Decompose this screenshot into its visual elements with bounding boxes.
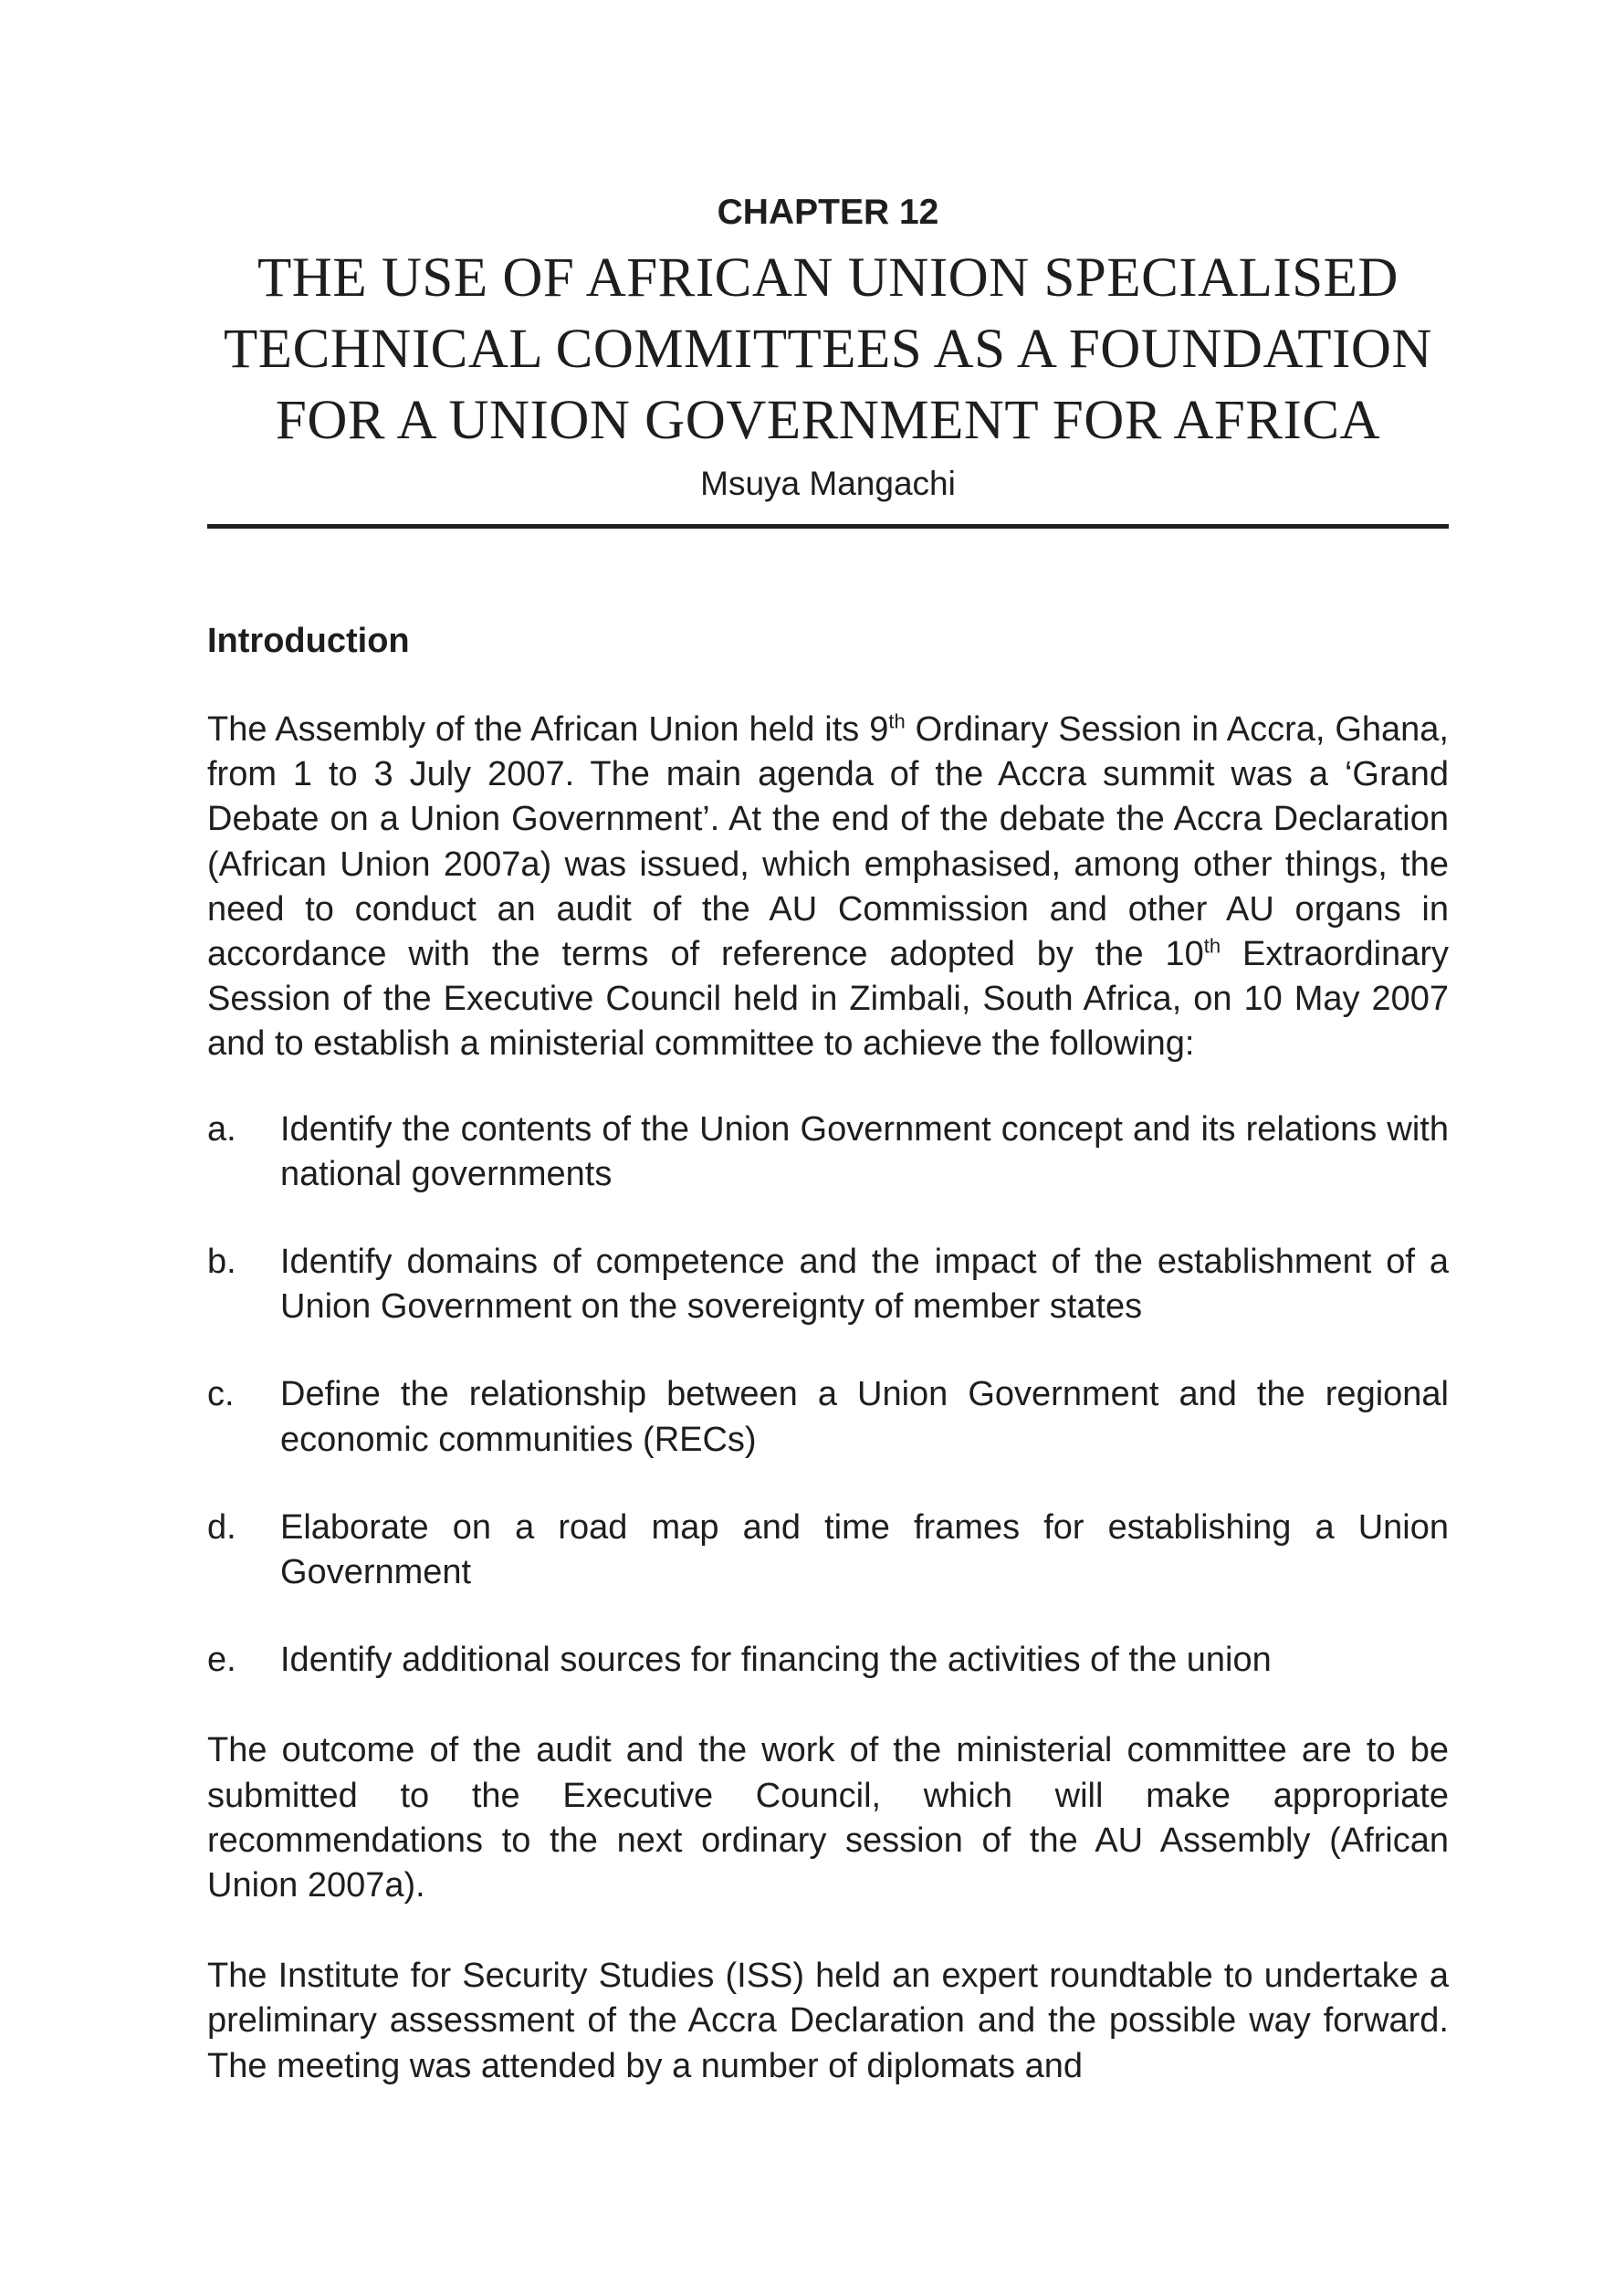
chapter-title <box>207 243 1449 457</box>
ordinal-suffix-2: th <box>1203 934 1221 958</box>
author-name: Msuya Mangachi <box>700 465 956 502</box>
chapter-title-line-2: TECHNICAL COMMITTEES AS A FOUNDATION <box>224 319 1432 380</box>
list-item <box>207 1372 1449 1462</box>
list-marker: c. <box>207 1375 235 1414</box>
list-item <box>207 1638 1449 1683</box>
list-item-text: Define the relationship between a Union Government and the regional economic communities (RECs) <box>280 1375 1449 1459</box>
chapter-label: CHAPTER 12 <box>717 193 939 232</box>
list-item <box>207 1240 1449 1329</box>
document-page <box>207 192 1449 2089</box>
list-item-text: Identify additional sources for financing the activities of the union <box>280 1641 1272 1680</box>
paragraph-1 <box>207 708 1449 1067</box>
ordinal-suffix-1: th <box>888 709 906 733</box>
chapter-title-line-3: FOR A UNION GOVERNMENT FOR AFRICA <box>275 390 1381 451</box>
list-marker: b. <box>207 1243 236 1282</box>
list-item-text: Elaborate on a road map and time frames for establishing a Union Government <box>280 1507 1449 1592</box>
chapter-title-line-1: THE USE OF AFRICAN UNION SPECIALISED <box>257 247 1399 309</box>
paragraph-3: The Institute for Security Studies (ISS) held an expert roundtable to undertake a preliminary assessment of the Accra Declaration and the possible way forward. The meeting was attended by a number of diplomats and <box>207 1957 1449 2085</box>
list-marker: d. <box>207 1507 236 1547</box>
paragraph-1-part-1: The Assembly of the African Union held its 9 <box>207 710 889 749</box>
paragraph-1-part-3: Extraordinary Session of the Executive Council held in Zimbali, South Africa, on 10 May 2007 and to establish a ministerial committee to achieve the following: <box>207 935 1449 1064</box>
list-item-text: Identify the contents of the Union Government concept and its relations with national governments <box>280 1109 1449 1193</box>
title-divider <box>207 524 1449 529</box>
paragraph-2: The outcome of the audit and the work of the ministerial committee are to be submitted to the Executive Council, which will make appropriate recommendations to the next ordinary session of the AU Assembly (African Union 2007a). <box>207 1731 1449 1905</box>
list-marker: e. <box>207 1641 236 1680</box>
list-marker: a. <box>207 1109 236 1149</box>
list-item <box>207 1107 1449 1197</box>
list-item <box>207 1506 1449 1595</box>
list-item-text: Identify domains of competence and the impact of the establishment of a Union Government on the sovereignty of member states <box>280 1243 1449 1327</box>
objectives-list <box>207 1107 1449 1684</box>
section-heading: Introduction <box>207 622 410 660</box>
paragraph-1-part-2: Ordinary Session in Accra, Ghana, from 1 to 3 July 2007. The main agenda of the Accra summit was a ‘Grand Debate on a Union Government’. At the end of the debate the Accra Declaration (African Union 2007a) was issued, which emphasised, among other things, the need to conduct an audit of the AU Commission and other AU organs in accordance with the terms of reference adopted by the 10 <box>207 710 1449 974</box>
